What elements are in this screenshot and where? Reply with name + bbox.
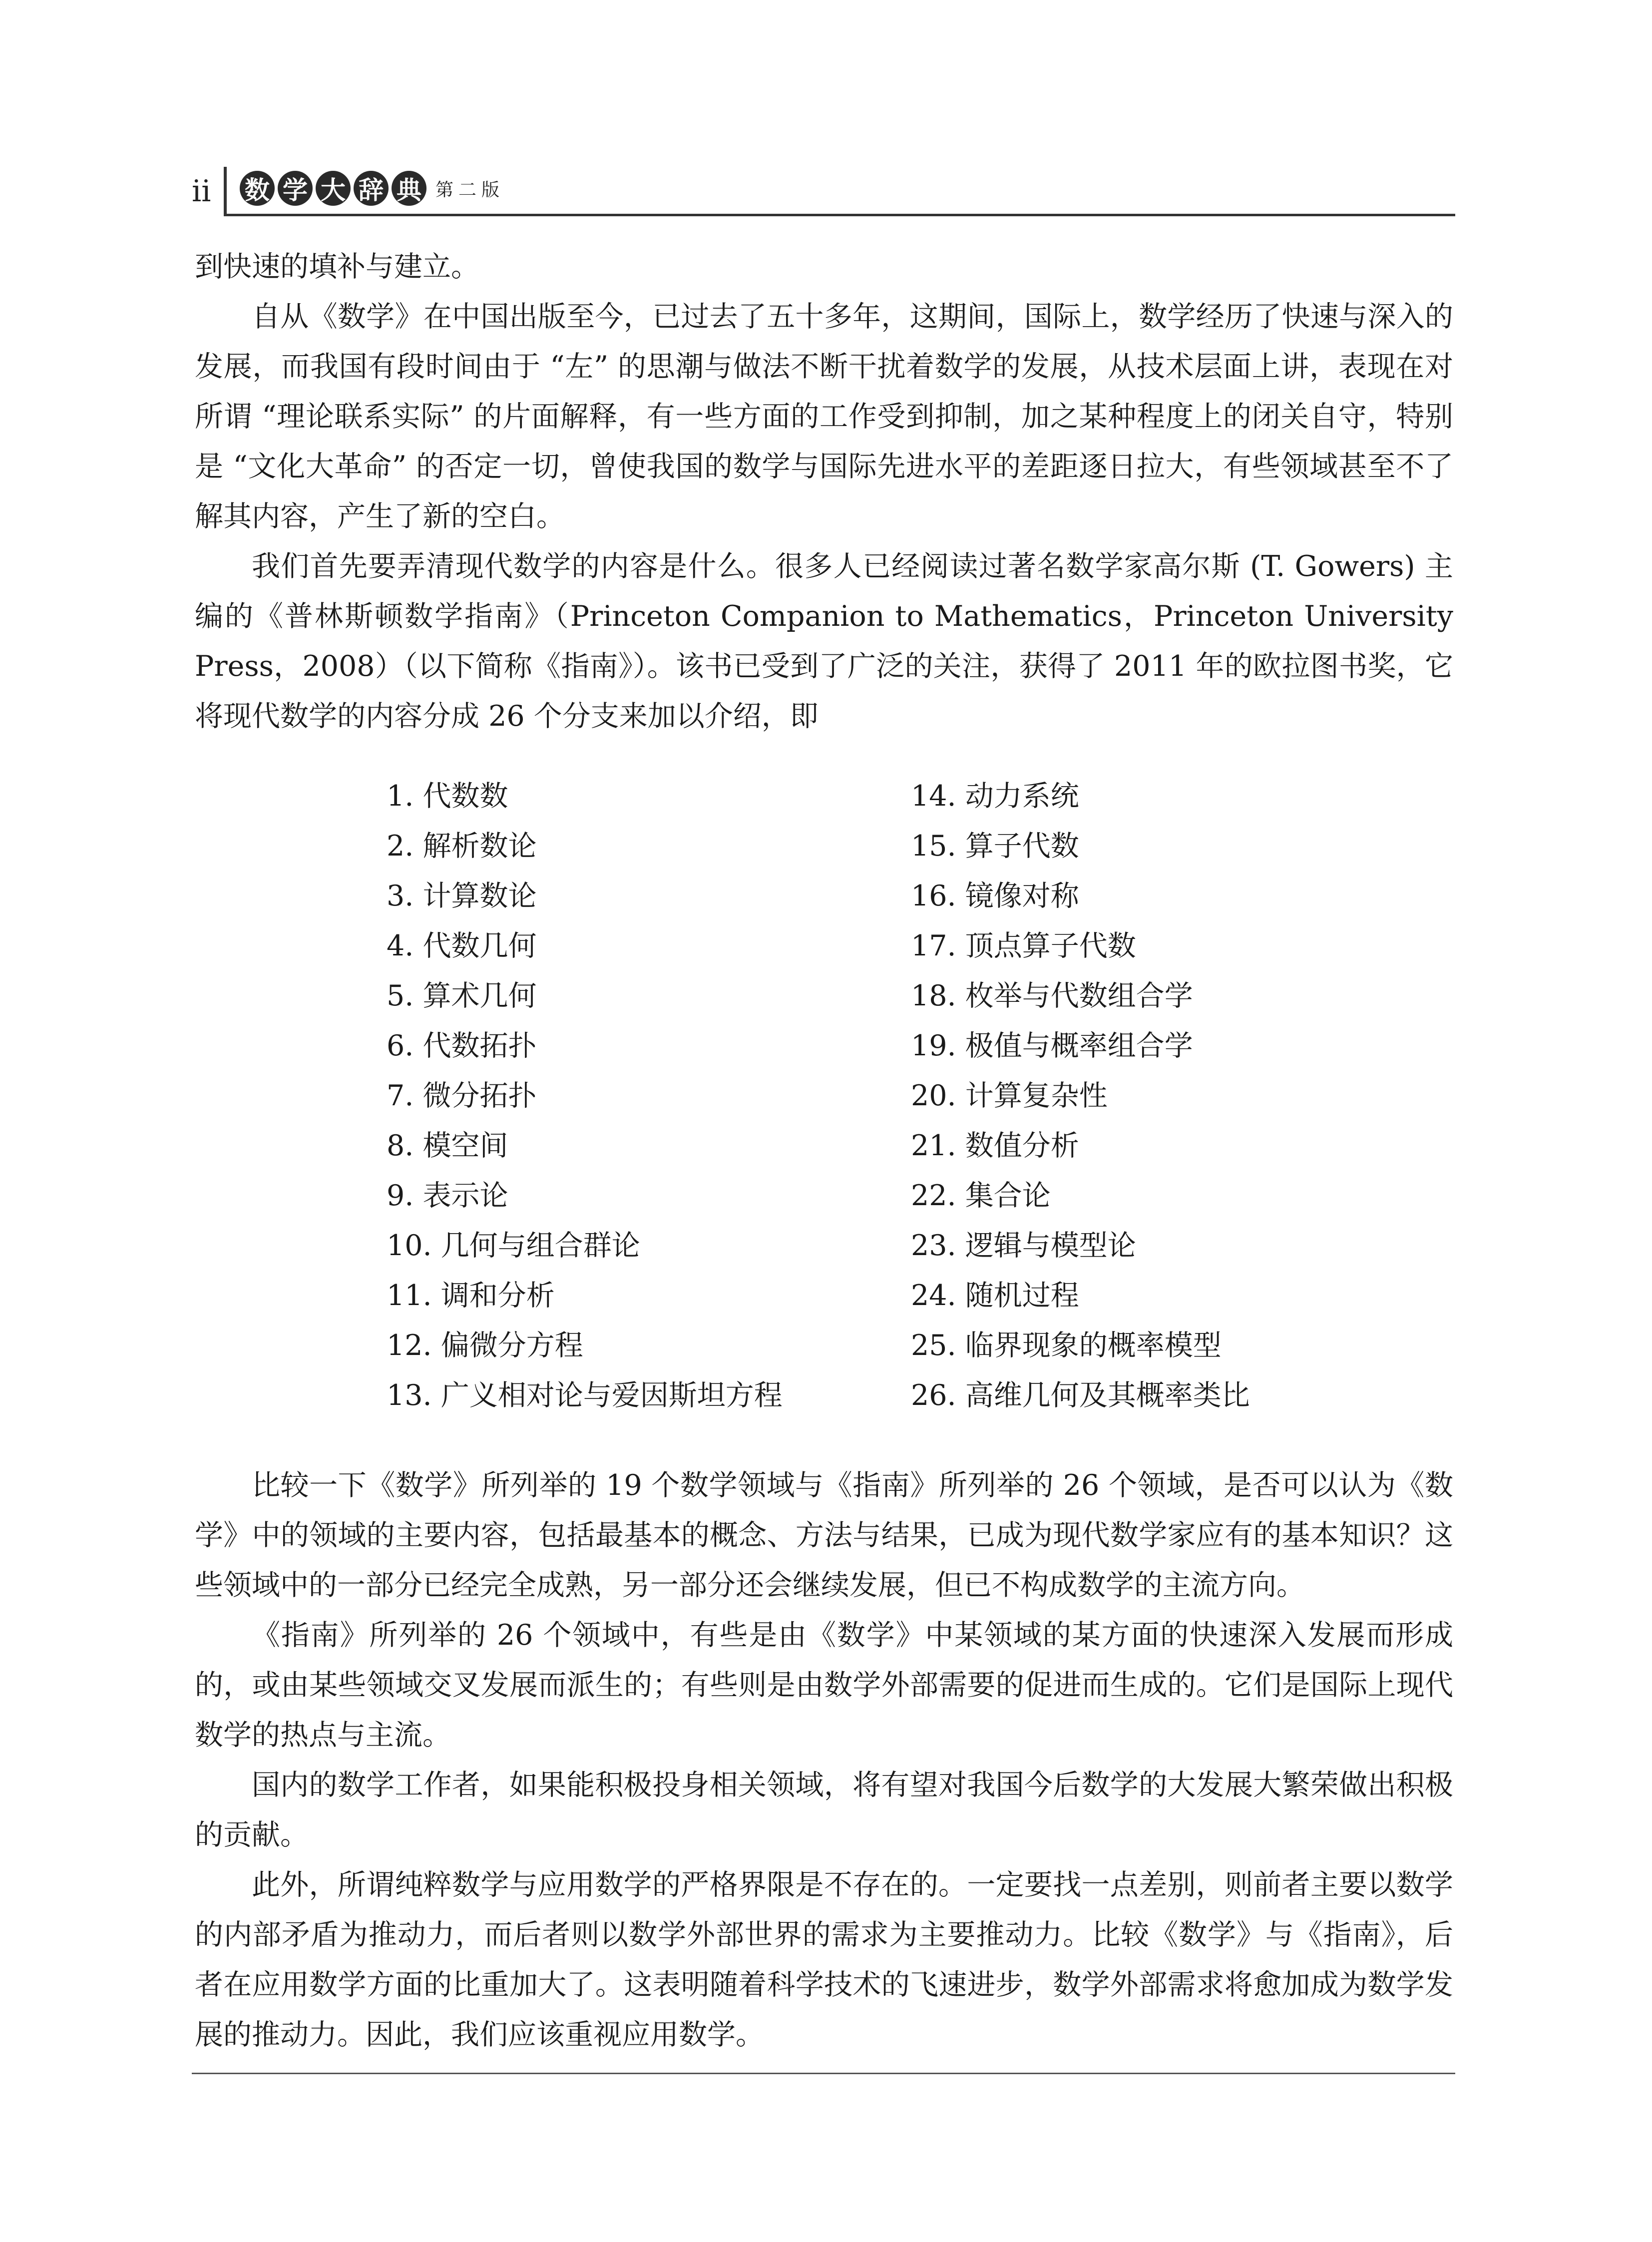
running-header xyxy=(192,167,1455,217)
header-rule xyxy=(224,214,1455,216)
branch-list-item: 1. 代数数 xyxy=(387,780,508,813)
branch-list-item: 9. 表示论 xyxy=(387,1179,508,1212)
branch-list-item: 11. 调和分析 xyxy=(387,1279,555,1312)
header-divider xyxy=(224,167,227,216)
page-number: ii xyxy=(192,174,211,209)
paragraph: 国内的数学工作者，如果能积极投身相关领域，将有望对我国今后数学的大发展大繁荣做出积极的贡献。 xyxy=(195,1769,1453,1851)
branch-list-item: 20. 计算复杂性 xyxy=(911,1079,1108,1112)
book-title-char: 大 xyxy=(316,171,351,206)
branch-list-item: 3. 计算数论 xyxy=(387,880,537,912)
footer-rule xyxy=(192,2073,1455,2074)
branch-list-item: 26. 高维几何及其概率类比 xyxy=(911,1379,1250,1412)
branch-list-item: 13. 广义相对论与爱因斯坦方程 xyxy=(387,1379,783,1412)
branch-list-item: 23. 逻辑与模型论 xyxy=(911,1229,1136,1262)
paragraph: 自从《数学》在中国出版至今，已过去了五十多年，这期间，国际上，数学经历了快速与深入的发展，而我国有段时间由于 “左” 的思潮与做法不断干扰着数学的发展，从技术层面上讲，表现在对所谓 “理论联系实际” 的片面解释，有一些方面的工作受到抑制，加之某种程度上的闭关自守，特别是 “文化大革命” 的否定一切，曾使我国的数学与国际先进水平的差距逐日拉大，有些领域甚至不了解其内容，产生了新的空白。 xyxy=(195,300,1453,533)
branch-list-item: 24. 随机过程 xyxy=(911,1279,1079,1312)
branch-list-item: 5. 算术几何 xyxy=(387,979,537,1012)
paragraph: 比较一下《数学》所列举的 19 个数学领域与《指南》所列举的 26 个领域，是否可以认为《数学》中的领域的主要内容，包括最基本的概念、方法与结果，已成为现代数学家应有的基本知识？这些领域中的一部分已经完全成熟，另一部分还会继续发展，但已不构成数学的主流方向。 xyxy=(195,1469,1453,1602)
branch-list-left-column xyxy=(387,771,911,1420)
book-title-char: 典 xyxy=(392,171,426,206)
branch-list-item: 25. 临界现象的概率模型 xyxy=(911,1329,1222,1362)
branch-list-right-column xyxy=(911,771,1435,1420)
branch-list-item: 19. 极值与概率组合学 xyxy=(911,1029,1193,1062)
branch-list-item: 7. 微分拓扑 xyxy=(387,1079,537,1112)
branch-list-item: 2. 解析数论 xyxy=(387,830,537,863)
branch-list-item: 14. 动力系统 xyxy=(911,780,1079,813)
branch-list-item: 4. 代数几何 xyxy=(387,929,537,962)
branch-list-item: 12. 偏微分方程 xyxy=(387,1329,583,1362)
main-text xyxy=(195,242,1453,2060)
book-title-char: 学 xyxy=(278,171,313,206)
paragraph: 我们首先要弄清现代数学的内容是什么。很多人已经阅读过著名数学家高尔斯 (T. Gowers) 主编的《普林斯顿数学指南》（Princeton Companion to Mathematics，Princeton University Press，2008）（以下简称《指南》）。该书已受到了广泛的关注，获得了 2011 年的欧拉图书奖，它将现代数学的内容分成 26 个分支来加以介绍，即 xyxy=(195,550,1453,733)
branch-list-item: 8. 模空间 xyxy=(387,1129,508,1162)
paragraph: 到快速的填补与建立。 xyxy=(195,250,479,283)
paragraph: 此外，所谓纯粹数学与应用数学的严格界限是不存在的。一定要找一点差别，则前者主要以数学的内部矛盾为推动力，而后者则以数学外部世界的需求为主要推动力。比较《数学》与《指南》，后者在应用数学方面的比重加大了。这表明随着科学技术的飞速进步，数学外部需求将愈加成为数学发展的推动力。因此，我们应该重视应用数学。 xyxy=(195,1868,1453,2051)
branch-list-item: 6. 代数拓扑 xyxy=(387,1029,537,1062)
book-title-char: 数 xyxy=(240,171,275,206)
edition-label: 第二版 xyxy=(435,179,505,200)
paragraph: 《指南》所列举的 26 个领域中，有些是由《数学》中某领域的某方面的快速深入发展而形成的，或由某些领域交叉发展而派生的；有些则是由数学外部需要的促进而生成的。它们是国际上现代数学的热点与主流。 xyxy=(195,1619,1453,1752)
branch-list-item: 16. 镜像对称 xyxy=(911,880,1079,912)
branch-list-item: 18. 枚举与代数组合学 xyxy=(911,979,1193,1012)
branch-list-item: 15. 算子代数 xyxy=(911,830,1079,863)
book-title-char: 辞 xyxy=(354,171,389,206)
branch-list xyxy=(195,771,1453,1420)
book-title xyxy=(240,171,504,206)
branch-list-item: 21. 数值分析 xyxy=(911,1129,1079,1162)
branch-list-item: 17. 顶点算子代数 xyxy=(911,929,1136,962)
branch-list-item: 22. 集合论 xyxy=(911,1179,1051,1212)
branch-list-item: 10. 几何与组合群论 xyxy=(387,1229,640,1262)
